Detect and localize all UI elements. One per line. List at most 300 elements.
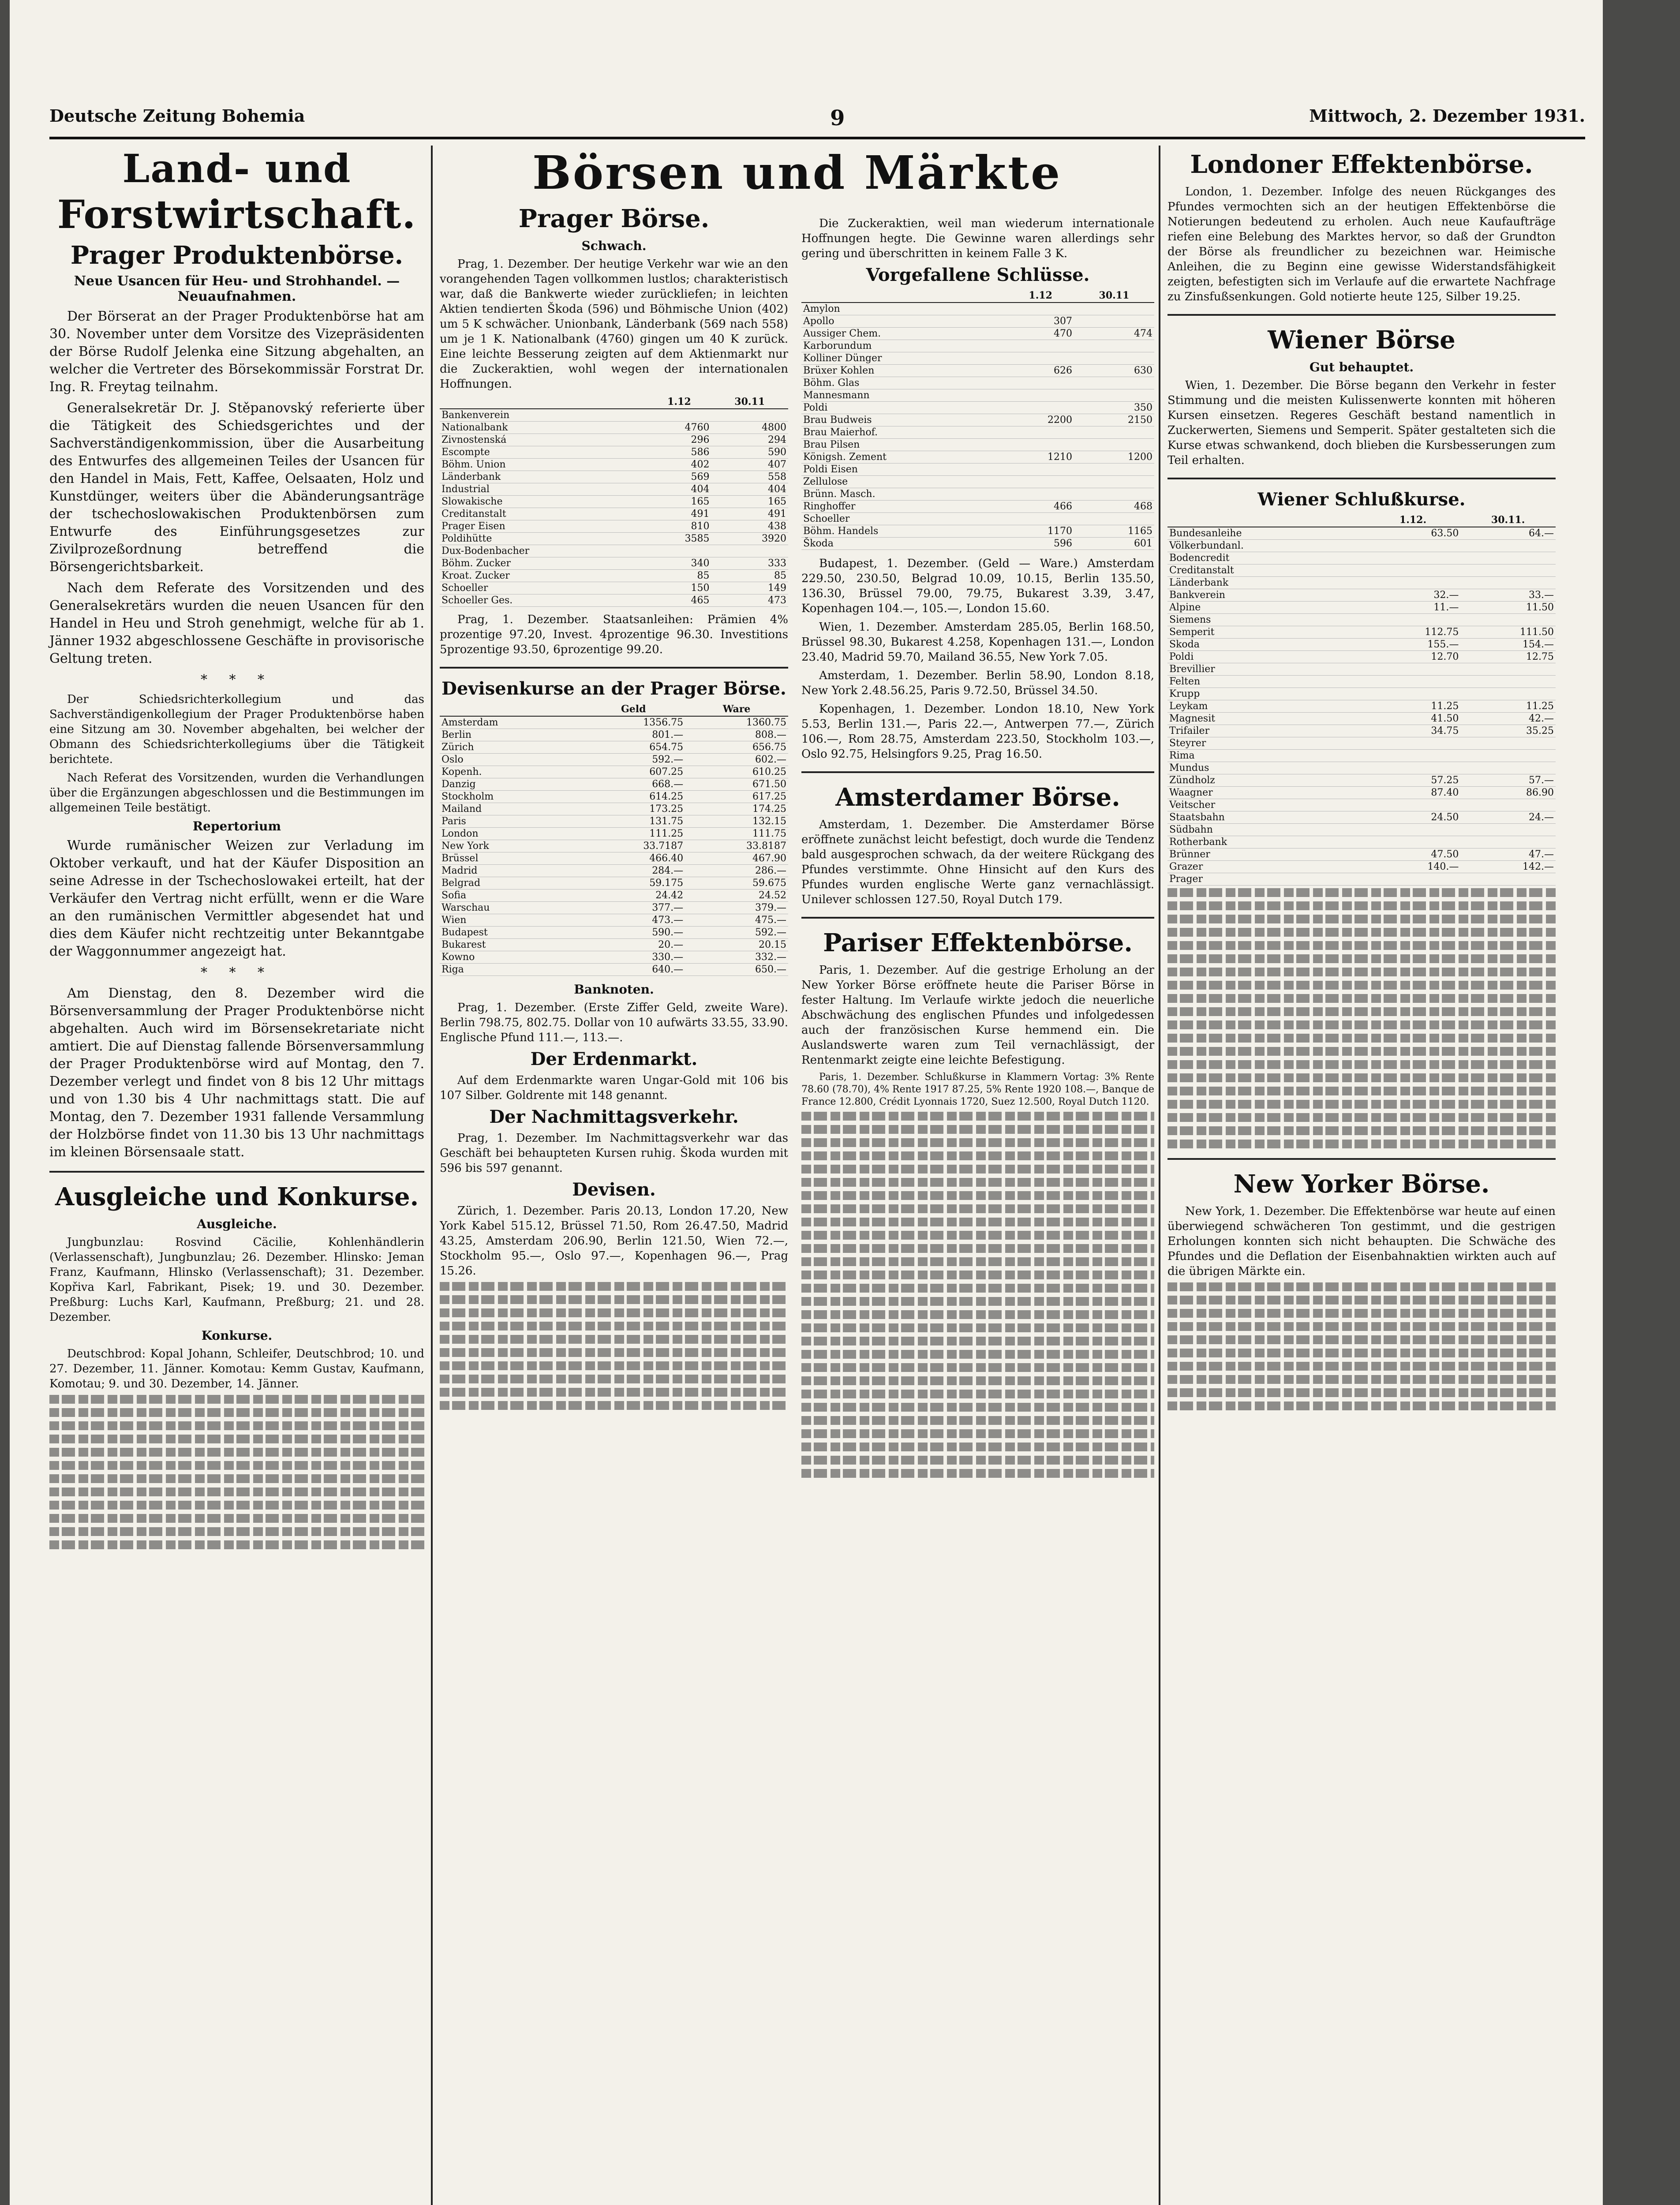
row-label: Schoeller Ges.	[440, 594, 647, 607]
row-value: 407	[711, 459, 788, 471]
table-row	[440, 889, 788, 902]
row-value: 4800	[711, 422, 788, 434]
table-row	[440, 939, 788, 951]
row-label: Völkerbundanl.	[1167, 540, 1366, 552]
row-value	[1074, 303, 1154, 315]
section-title: Amsterdamer Börse.	[835, 783, 1120, 812]
row-label: Zellulose	[801, 476, 1007, 488]
row-value: 438	[711, 520, 788, 533]
article-lead: Neue Usancen für Heu- und Strohhandel. — Neuaufnahmen.	[74, 273, 400, 304]
paragraph: Paris, 1. Dezember. Schlußkurse in Klammern Vortag: 3% Rente 78.60 (78.70), 4% Rente 1917 87.25, 5% Rente 1920 108.—, Banque de France 12.800, Crédit Lyonnais 1720, Suez 12.500, Royal Dutch 1120.	[801, 1072, 1154, 1107]
table-row	[440, 459, 788, 471]
table-row	[440, 754, 788, 766]
row-value: 111.25	[582, 828, 685, 840]
table-row	[801, 389, 1154, 402]
row-value: 404	[647, 483, 711, 496]
table-row	[440, 545, 788, 557]
row-value: 474	[1074, 328, 1154, 340]
row-value	[1366, 750, 1461, 762]
row-value: 131.75	[582, 815, 685, 828]
row-value	[1460, 614, 1556, 626]
row-value	[1460, 577, 1556, 589]
row-value: 467.90	[685, 852, 788, 865]
row-value: 47.50	[1366, 848, 1461, 861]
divider	[1167, 478, 1556, 479]
row-value	[1074, 426, 1154, 439]
table-row	[440, 471, 788, 483]
table-row	[440, 520, 788, 533]
paragraph: Prag, 1. Dezember. (Erste Ziffer Geld, zweite Ware). Berlin 798.75, 802.75. Dollar von 10 aufwärts 33.55, 33.90. Englische Pfund 111.—, 113.—.	[440, 1001, 788, 1044]
table-row	[801, 463, 1154, 476]
vienna-closing-table: 1.12. 30.11. Bundesanleihe 63.50 64.— Völkerbundanl. Bodencredit Creditanstalt Länderbank Bankverein 32.— 33.— Alpine 11.— 11.50 Siemens Semperit 112.75 111.50 Skoda 155.— 154.— Poldi 12.70 12.75 Brevillier Felten Krupp Leykam 11.25 11.25 Magnesit 41.50 42.— Trifailer 34.75 35.25 Steyrer Rima Mundus Zündholz 57.25 57.— Waagner 87.40 86.90 Veitscher Staatsbahn 24.50 24.— Südbahn Rotherbank Brünner 47.50 47.— Grazer 140.— 142.— Prager	[1167, 513, 1556, 886]
row-label: Nationalbank	[440, 422, 647, 434]
table-row	[801, 365, 1154, 377]
page-headline: Börsen und Märkte	[532, 146, 1062, 200]
row-value	[1366, 577, 1461, 589]
table-row	[1167, 836, 1556, 848]
table-row	[1167, 602, 1556, 614]
table-row	[440, 409, 788, 422]
row-value	[1460, 824, 1556, 836]
row-value: 33.8187	[685, 840, 788, 852]
row-value: 11.25	[1460, 700, 1556, 713]
table-row	[801, 377, 1154, 389]
table-row	[801, 352, 1154, 365]
row-label: Wien	[440, 914, 582, 927]
row-value: 640.—	[582, 964, 685, 976]
row-value	[1007, 303, 1074, 315]
section-title: New Yorker Börse.	[1233, 1170, 1490, 1199]
row-label: Böhm. Zucker	[440, 557, 647, 570]
paragraph: Prag, 1. Dezember. Im Nachmittagsverkehr war das Geschäft bei behaupteten Kursen ruhig. Škoda wurden mit 596 bis 597 genannt.	[440, 1132, 788, 1175]
divider	[1167, 1158, 1556, 1160]
row-label: Siemens	[1167, 614, 1366, 626]
newspaper-name: Deutsche Zeitung Bohemia	[49, 106, 305, 126]
row-label: Trifailer	[1167, 725, 1366, 737]
row-label: Sofia	[440, 889, 582, 902]
table-row	[440, 803, 788, 815]
row-label: Bundesanleihe	[1167, 527, 1366, 540]
subsection-title: Schwach.	[581, 239, 647, 253]
row-value: 340	[647, 557, 711, 570]
table-row	[440, 964, 788, 976]
table-row	[440, 483, 788, 496]
row-value: 626	[1007, 365, 1074, 377]
row-value: 379.—	[685, 902, 788, 914]
row-label: Poldi	[1167, 651, 1366, 663]
table-row	[440, 741, 788, 754]
row-value: 466	[1007, 501, 1074, 513]
row-value	[1074, 315, 1154, 328]
paragraph: London, 1. Dezember. Infolge des neuen Rückganges des Pfundes vermochten sich an der heutigen Effektenbörse die Notierungen bedeutend zu erholen. Auch neue Kaufaufträge riefen eine Belebung des Marktes hervor, so daß der Grundton der Börse als freundlicher zu bezeichnen war. Heimische Anleihen, die zu Beginn eine gewisse Widerstandsfähigkeit zeigten, befestigten sich im Verlaufe auf die erwartete Nachfrage zu Zinsfußsenkungen. Gold notierte heute 125, Silber 19.25.	[1167, 185, 1556, 303]
row-value: 468	[1074, 501, 1154, 513]
row-label: Creditanstalt	[1167, 564, 1366, 577]
row-value: 475.—	[685, 914, 788, 927]
row-value	[1007, 340, 1074, 352]
row-value: 614.25	[582, 791, 685, 803]
row-value: 592.—	[582, 754, 685, 766]
row-label: Budapest	[440, 927, 582, 939]
paragraph: Kopenhagen, 1. Dezember. London 18.10, New York 5.53, Berlin 131.—, Paris 22.—, Antwerpen 77.—, Zürich 106.—, Rom 28.75, Amsterdam 223.50, Stockholm 103.—, Oslo 92.75, Helsingfors 9.25, Prag 16.50.	[801, 703, 1154, 761]
section-title: Ausgleiche und Konkurse.	[55, 1182, 419, 1211]
table-row	[1167, 799, 1556, 811]
row-value: 11.25	[1366, 700, 1461, 713]
paragraph: Prag, 1. Dezember. Staatsanleihen: Prämien 4% prozentige 97.20, Invest. 4prozentige 96.30. Investitions 5prozentige 93.50, 6prozentige 99.20.	[440, 613, 788, 656]
table-row	[1167, 540, 1556, 552]
row-value: 24.—	[1460, 811, 1556, 824]
row-value: 590.—	[582, 927, 685, 939]
row-label: Bankverein	[1167, 589, 1366, 602]
row-value: 57.25	[1366, 774, 1461, 787]
row-label: Stockholm	[440, 791, 582, 803]
table-row	[801, 328, 1154, 340]
table-row	[440, 533, 788, 545]
text-block	[49, 1395, 424, 1549]
row-value	[1460, 836, 1556, 848]
row-value: 33.7187	[582, 840, 685, 852]
table-row	[440, 840, 788, 852]
table-row	[440, 865, 788, 877]
row-label: Creditanstalt	[440, 508, 647, 520]
row-value: 2200	[1007, 414, 1074, 426]
row-value: 668.—	[582, 778, 685, 791]
row-value: 111.50	[1460, 626, 1556, 639]
row-value: 465	[647, 594, 711, 607]
row-value	[647, 545, 711, 557]
row-value: 87.40	[1366, 787, 1461, 799]
row-value	[1460, 564, 1556, 577]
paragraph: Nach Referat des Vorsitzenden, wurden die Verhandlungen über die Ergänzungen abgeschlossen und die Bestimmungen im allgemeinen Teile bestätigt.	[49, 771, 424, 815]
row-value: 307	[1007, 315, 1074, 328]
table-row	[1167, 861, 1556, 873]
table-row	[801, 340, 1154, 352]
row-label: Aussiger Chem.	[801, 328, 1007, 340]
row-label: Semperit	[1167, 626, 1366, 639]
row-value	[1366, 663, 1461, 676]
row-label: Warschau	[440, 902, 582, 914]
row-value	[1074, 513, 1154, 525]
row-value: 154.—	[1460, 639, 1556, 651]
table-row	[440, 557, 788, 570]
row-value	[711, 545, 788, 557]
table-row	[440, 582, 788, 594]
row-label: Paris	[440, 815, 582, 828]
row-value: 4760	[647, 422, 711, 434]
table-row	[440, 914, 788, 927]
paragraph: Budapest, 1. Dezember. (Geld — Ware.) Amsterdam 229.50, 230.50, Belgrad 10.09, 10.15, Berlin 135.50, 136.30, Brüssel 79.00, 79.75, Bukarest 3.39, 3.47, Kopenhagen 104.—, 105.—, London 15.60.	[801, 557, 1154, 615]
row-value: 142.—	[1460, 861, 1556, 873]
table-row	[440, 951, 788, 964]
row-value: 330.—	[582, 951, 685, 964]
row-label: Dux-Bodenbacher	[440, 545, 647, 557]
row-value: 32.—	[1366, 589, 1461, 602]
row-value: 296	[647, 434, 711, 446]
row-label: Bankenverein	[440, 409, 647, 422]
row-value	[1007, 402, 1074, 414]
table-row	[1167, 824, 1556, 836]
row-label: Karborundum	[801, 340, 1007, 352]
row-value: 20.—	[582, 939, 685, 951]
table-row	[440, 422, 788, 434]
paragraph: Deutschbrod: Kopal Johann, Schleifer, Deutschbrod; 10. und 27. Dezember, 11. Jänner. Komotau: Kemm Gustav, Kaufmann, Komotau; 9. und 30. Dezember, 14. Jänner.	[49, 1347, 424, 1390]
row-value	[1366, 540, 1461, 552]
row-label: Riga	[440, 964, 582, 976]
row-label: Poldi	[801, 402, 1007, 414]
row-label: Länderbank	[440, 471, 647, 483]
table-title: Wiener Schlußkurse.	[1257, 489, 1466, 510]
newspaper-page	[10, 0, 1603, 2205]
table-row	[1167, 725, 1556, 737]
row-label: Böhm. Union	[440, 459, 647, 471]
row-value: 1356.75	[582, 716, 685, 729]
row-value	[1007, 389, 1074, 402]
column-london-vienna	[1167, 146, 1556, 2205]
table-row	[440, 716, 788, 729]
row-label: Bodencredit	[1167, 552, 1366, 564]
paragraph: New York, 1. Dezember. Die Effektenbörse war heute auf einen überwiegend schwächeren Ton gestimmt, und die gestrigen Erholungen konnten sich nicht behaupten. Die Schwäche des Pfundes und die Deflation der Eisenbahnaktien wirkten auch auf die übrigen Märkte ein.	[1167, 1205, 1556, 1278]
row-value	[1074, 377, 1154, 389]
row-label: Ringhoffer	[801, 501, 1007, 513]
table-row	[440, 496, 788, 508]
paragraph: Amsterdam, 1. Dezember. Berlin 58.90, London 8.18, New York 2.48.56.25, Paris 9.72.50, Brüssel 34.50.	[801, 669, 1154, 697]
row-value: 3920	[711, 533, 788, 545]
table-row	[440, 852, 788, 865]
divider	[801, 917, 1154, 919]
table-row	[1167, 811, 1556, 824]
row-value	[1366, 799, 1461, 811]
table-row	[801, 538, 1154, 550]
row-value	[1366, 824, 1461, 836]
row-value: 654.75	[582, 741, 685, 754]
table-row	[440, 508, 788, 520]
row-label: Brünner	[1167, 848, 1366, 861]
row-value: 470	[1007, 328, 1074, 340]
row-value: 333	[711, 557, 788, 570]
subsection-title: Konkurse.	[201, 1328, 273, 1343]
row-value: 286.—	[685, 865, 788, 877]
currency-table: Geld Ware Amsterdam 1356.75 1360.75 Berlin 801.— 808.— Zürich 654.75 656.75 Oslo 592.— 602.— Kopenh. 607.25 610.25 Danzig 668.— 671.50 Stockholm 614.25 617.25 Mailand 173.25 174.25 Paris 131.75 132.15 London 111.25 111.75 New York 33.7187 33.8187 Brüssel 466.40 467.90 Madrid 284.— 286.— Belgrad 59.175 59.675 Sofia 24.42 24.52 Warschau 377.— 379.— Wien 473.— 475.— Budapest 590.— 592.— Bukarest 20.— 20.15 Kowno 330.— 332.— Riga 640.— 650.—	[440, 703, 788, 976]
row-label: Schoeller	[440, 582, 647, 594]
row-label: London	[440, 828, 582, 840]
subsection-title: Repertorium	[192, 819, 281, 833]
row-value: 617.25	[685, 791, 788, 803]
table-row	[440, 778, 788, 791]
row-value: 1200	[1074, 451, 1154, 463]
section-title: Londoner Effektenbörse.	[1190, 150, 1533, 179]
table-row	[440, 877, 788, 889]
row-value: 140.—	[1366, 861, 1461, 873]
row-value: 1210	[1007, 451, 1074, 463]
closings-table: 1.12 30.11 Amylon Apollo 307 Aussiger Chem. 470 474 Karborundum Kolliner Dünger Brüxer Kohlen 626 630 Böhm. Glas Mannesmann Poldi 350 Brau Budweis 2200 2150 Brau Maierhof. Brau Pilsen Königsh. Zement 1210 1200 Poldi Eisen Zellulose Brünn. Masch. Ringhoffer 466 468 Schoeller Böhm. Handels 1170 1165 Škoda 596 601	[801, 289, 1154, 550]
row-label: Veitscher	[1167, 799, 1366, 811]
row-label: Rima	[1167, 750, 1366, 762]
subsection-title: Gut behauptet.	[1309, 360, 1414, 374]
row-value: 111.75	[685, 828, 788, 840]
row-label: Škoda	[801, 538, 1007, 550]
row-value: 165	[711, 496, 788, 508]
row-value: 11.—	[1366, 602, 1461, 614]
table-row	[801, 402, 1154, 414]
row-label: Brau Pilsen	[801, 439, 1007, 451]
subsection-title: Banknoten.	[574, 982, 654, 997]
row-value	[1460, 750, 1556, 762]
table-row	[1167, 700, 1556, 713]
row-label: Böhm. Handels	[801, 525, 1007, 538]
row-label: Mannesmann	[801, 389, 1007, 402]
row-value: 610.25	[685, 766, 788, 778]
row-value: 596	[1007, 538, 1074, 550]
row-value	[1366, 836, 1461, 848]
row-value	[1366, 564, 1461, 577]
separator: * * *	[200, 672, 273, 688]
row-label: Leykam	[1167, 700, 1366, 713]
row-value: 801.—	[582, 729, 685, 741]
row-value: 473.—	[582, 914, 685, 927]
row-value: 86.90	[1460, 787, 1556, 799]
row-value: 132.15	[685, 815, 788, 828]
text-block	[1167, 888, 1556, 1148]
row-value: 24.42	[582, 889, 685, 902]
row-label: Böhm. Glas	[801, 377, 1007, 389]
column-foreign-exchanges	[801, 216, 1154, 2205]
section-title: Devisenkurse an der Prager Börse.	[442, 678, 786, 699]
row-label: Kopenh.	[440, 766, 582, 778]
row-value	[1366, 614, 1461, 626]
subsection-title: Ausgleiche.	[197, 1217, 277, 1231]
row-value: 332.—	[685, 951, 788, 964]
row-value: 558	[711, 471, 788, 483]
table-row	[1167, 873, 1556, 886]
row-value: 59.675	[685, 877, 788, 889]
paragraph: Wurde rumänischer Weizen zur Verladung im Oktober verkauft, und hat der Käufer Disposition an seine Adresse in der Tschechoslowakei erteilt, hat der Verkäufer den Vertrag nicht erfüllt, wenn er die Ware an den rumänischen Vermittler abgesendet hat und dies dem Käufer nicht rechtzeitig unter Bekanntgabe der Waggonnummer angezeigt hat.	[49, 838, 424, 959]
paragraph: Zürich, 1. Dezember. Paris 20.13, London 17.20, New York Kabel 515.12, Brüssel 71.50, Rom 26.47.50, Madrid 43.25, Amsterdam 206.90, Berlin 121.50, Wien 72.—, Stockholm 95.—, Oslo 97.—, Kopenhagen 96.—, Prag 15.26.	[440, 1204, 788, 1278]
table-row	[1167, 577, 1556, 589]
table-row	[440, 791, 788, 803]
row-value: 174.25	[685, 803, 788, 815]
table-row	[1167, 713, 1556, 725]
row-value	[1366, 688, 1461, 700]
paragraph: Prag, 1. Dezember. Der heutige Verkehr war wie an den vorangehenden Tagen vollkommen lustlos; charakteristisch war, daß die Bankwerte wieder zurückliefen; in leichten Aktien tendierten Škoda (596) und Böhmische Union (402) um 5 K schwächer. Unionbank, Länderbank (569 nach 558) um je 1 K. Nationalbank (4760) gingen um 40 K zurück. Eine leichte Besserung zeigten auf dem Aktienmarkt nur die Zuckeraktien, wohl wegen der internationalen Hoffnungen.	[440, 258, 788, 391]
paragraph: Wien, 1. Dezember. Amsterdam 285.05, Berlin 168.50, Brüssel 98.30, Bukarest 4.258, Kopenhagen 131.—, London 23.40, Madrid 59.70, Mailand 36.55, New York 7.05.	[801, 620, 1154, 664]
row-value	[1460, 737, 1556, 750]
row-value: 155.—	[1366, 639, 1461, 651]
row-value	[711, 409, 788, 422]
column-rule	[431, 146, 433, 2205]
table-row	[440, 766, 788, 778]
divider	[801, 771, 1154, 773]
row-value: 377.—	[582, 902, 685, 914]
row-value: 656.75	[685, 741, 788, 754]
row-value: 34.75	[1366, 725, 1461, 737]
row-label: Amsterdam	[440, 716, 582, 729]
table-row	[801, 488, 1154, 501]
row-label: Magnesit	[1167, 713, 1366, 725]
text-block	[440, 1282, 788, 1410]
row-value: 85	[647, 570, 711, 582]
row-label: Länderbank	[1167, 577, 1366, 589]
row-value: 810	[647, 520, 711, 533]
row-label: Staatsbahn	[1167, 811, 1366, 824]
row-value	[1366, 873, 1461, 886]
table-row	[1167, 676, 1556, 688]
row-value	[1366, 737, 1461, 750]
row-value: 607.25	[582, 766, 685, 778]
table-row	[1167, 527, 1556, 540]
row-label: Mailand	[440, 803, 582, 815]
table-row	[440, 594, 788, 607]
paragraph: Wien, 1. Dezember. Die Börse begann den Verkehr in fester Stimmung und die meisten Kulissenwerte konnten mit höheren Kursen einsetzen. Regeres Geschäft bestand namentlich in Zuckerwerten, Siemens und Semperit. Später gestalteten sich die Kurse etwas schwankend, doch blieben die Kursbesserungen zum Teil erhalten.	[1167, 379, 1556, 467]
section-title: Wiener Börse	[1268, 325, 1456, 355]
row-label: Poldi Eisen	[801, 463, 1007, 476]
row-value	[1460, 688, 1556, 700]
row-value: 402	[647, 459, 711, 471]
row-label: Brau Budweis	[801, 414, 1007, 426]
row-value: 671.50	[685, 778, 788, 791]
row-value: 12.75	[1460, 651, 1556, 663]
row-value: 1170	[1007, 525, 1074, 538]
table-row	[1167, 750, 1556, 762]
row-label: Slowakische	[440, 496, 647, 508]
table-row	[1167, 639, 1556, 651]
row-label: Industrial	[440, 483, 647, 496]
table-row	[1167, 552, 1556, 564]
row-value: 47.—	[1460, 848, 1556, 861]
row-value	[1460, 540, 1556, 552]
row-value	[1007, 352, 1074, 365]
row-label: Brevillier	[1167, 663, 1366, 676]
row-value	[1007, 439, 1074, 451]
row-value: 1360.75	[685, 716, 788, 729]
divider	[1167, 314, 1556, 316]
row-value	[1460, 676, 1556, 688]
text-block	[801, 1112, 1154, 1478]
row-label: Bukarest	[440, 939, 582, 951]
row-value: 33.—	[1460, 589, 1556, 602]
paragraph: Nach dem Referate des Vorsitzenden und des Generalsekretärs wurden die neuen Usancen für den Handel in Heu und Stroh genehmigt, welche für ab 1. Jänner 1932 abgeschlossene Geschäfte in provisorische Geltung treten.	[49, 580, 424, 666]
row-value: 466.40	[582, 852, 685, 865]
row-label: Kroat. Zucker	[440, 570, 647, 582]
row-value: 42.—	[1460, 713, 1556, 725]
row-value: 491	[647, 508, 711, 520]
paragraph: Auf dem Erdenmarkte waren Ungar-Gold mit 106 bis 107 Silber. Goldrente mit 148 genannt.	[440, 1074, 788, 1102]
divider	[49, 1171, 424, 1173]
page-header	[49, 106, 1585, 139]
row-value: 24.52	[685, 889, 788, 902]
share-table: 1.12 30.11 Bankenverein Nationalbank 4760 4800 Zivnostenská 296 294 Escompte 586 590 Böhm. Union 402 407 Länderbank 569 558 Industrial 404 404 Slowakische 165 165 Creditanstalt 491 491 Prager Eisen 810 438 Poldihütte 3585 3920 Dux-Bodenbacher Böhm. Zucker 340 333 Kroat. Zucker 85 85 Schoeller 150 149 Schoeller Ges. 465 473	[440, 395, 788, 607]
table-row	[440, 570, 788, 582]
row-label: Felten	[1167, 676, 1366, 688]
row-label: Skoda	[1167, 639, 1366, 651]
row-label: Zivnostenská	[440, 434, 647, 446]
paragraph: Die Zuckeraktien, weil man wiederum internationale Hoffnungen hegte. Die Gewinne waren allerdings sehr gering und überschritten in keinem Falle 3 K.	[801, 217, 1154, 260]
divider	[440, 667, 788, 669]
table-row	[1167, 737, 1556, 750]
row-value: 586	[647, 446, 711, 459]
row-value: 590	[711, 446, 788, 459]
row-value: 491	[711, 508, 788, 520]
row-value: 24.50	[1366, 811, 1461, 824]
row-value	[1366, 762, 1461, 774]
paragraph: Generalsekretär Dr. J. Stěpanovský referierte über die Tätigkeit des Schiedsgerichtes und der Sachverständigenkommission, über die Ausarbeitung des Entwurfes des allgemeinen Teiles der Usancen für den Handel in Mais, Fett, Kaffee, Oelsaaten, Holz und Kunstdünger, weiters über die Abänderungsanträge der tschechoslowakischen Produktenbörsen zum Entwurfe des Einführungsgesetzes zur Zivilprozeßordnung betreffend die Börsengerichtsbarkeit.	[49, 400, 424, 575]
section-title: Prager Börse.	[518, 204, 710, 233]
row-value	[1074, 463, 1154, 476]
row-value: 112.75	[1366, 626, 1461, 639]
row-label: Mundus	[1167, 762, 1366, 774]
row-value: 602.—	[685, 754, 788, 766]
table-row	[801, 513, 1154, 525]
table-row	[440, 729, 788, 741]
row-label: Kolliner Dünger	[801, 352, 1007, 365]
